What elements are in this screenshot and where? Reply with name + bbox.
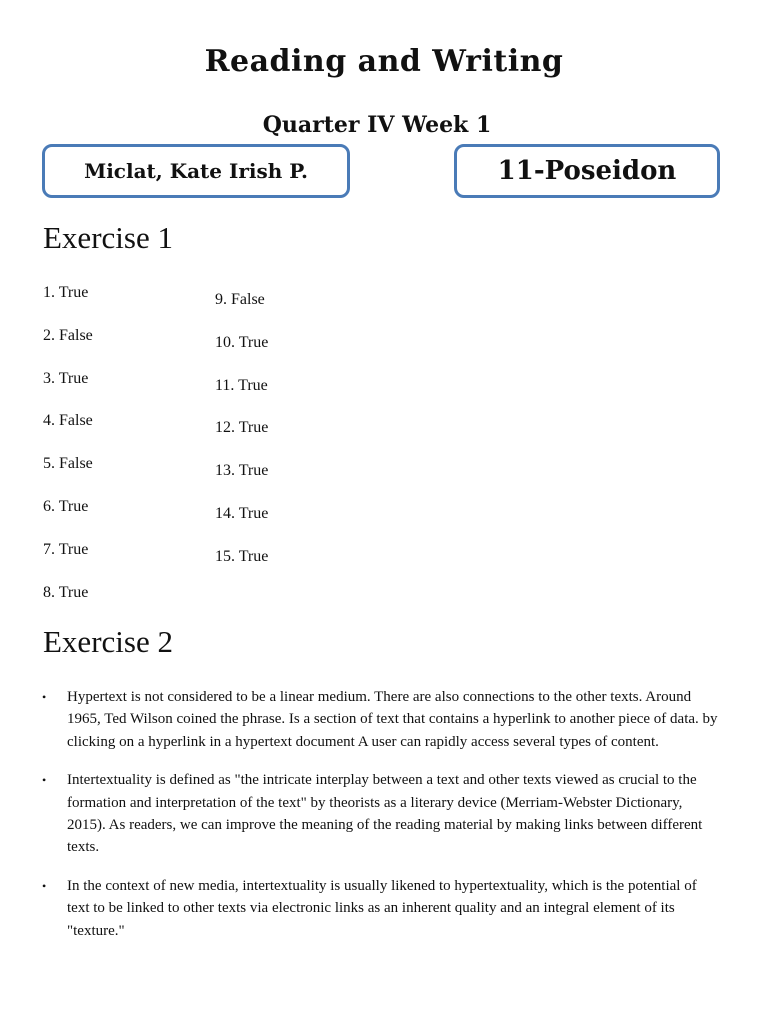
- document-subtitle: Quarter IV Week 1: [262, 112, 492, 138]
- paragraph-text: Hypertext is not considered to be a linear medium. There are also connections to the other texts. Around 1965, Ted Wilson coined the phrase. Is a section of text that contains a hyperlink to another piece of data. by clicking on a hyperlink in a hypertext document A user can rapidly access several types of content.: [67, 689, 718, 750]
- answer-item: 15. True: [215, 547, 269, 565]
- bullet-icon: •: [42, 773, 47, 788]
- bullet-icon: •: [42, 690, 47, 704]
- exercise-1-answers-right: [215, 291, 268, 591]
- answer-item: 10. True: [215, 333, 269, 351]
- answer-item: 9. False: [215, 291, 265, 308]
- paragraph-text: Intertextuality is defined as "the intricate interplay between a text and other texts viewed as crucial to the formation and interpretation of the text" by theorists as a literary device (Merriam-Webster Dictionary, 2015). As readers, we can improve the meaning of the reading material by making links between different texts.: [67, 772, 703, 856]
- answer-item: 3. True: [43, 369, 89, 387]
- bullet-paragraph: [40, 875, 720, 942]
- section-box: [454, 144, 720, 198]
- answer-item: 13. True: [215, 462, 269, 480]
- answer-item: 2. False: [43, 326, 93, 344]
- answer-item: 6. True: [43, 497, 89, 515]
- bullet-icon: •: [42, 878, 47, 893]
- bullet-paragraph: [40, 686, 720, 753]
- answer-item: 1. True: [43, 284, 89, 301]
- answer-item: 14. True: [215, 504, 269, 522]
- answer-item: 8. True: [43, 583, 89, 601]
- answer-item: 12. True: [215, 419, 269, 437]
- exercise-2-paragraphs: [40, 686, 720, 958]
- section-name: 11-Poseidon: [497, 156, 677, 186]
- document-title: Reading and Writing: [204, 44, 564, 79]
- exercise-1-answers-left: [43, 284, 93, 626]
- answer-item: 7. True: [43, 540, 89, 558]
- student-name: Miclat, Kate Irish P.: [84, 159, 308, 183]
- answer-item: 4. False: [43, 412, 93, 430]
- student-name-box: [42, 144, 350, 198]
- answer-item: 11. True: [215, 376, 268, 394]
- exercise-1-heading: Exercise 1: [43, 220, 173, 255]
- exercise-2-heading: Exercise 2: [43, 624, 173, 659]
- answer-item: 5. False: [43, 455, 93, 473]
- bullet-paragraph: [40, 769, 720, 859]
- paragraph-text: In the context of new media, intertextuality is usually likened to hypertextuality, which is the potential of text to be linked to other texts via electronic links as an inherent quality and an integral element of its "texture.": [67, 877, 697, 939]
